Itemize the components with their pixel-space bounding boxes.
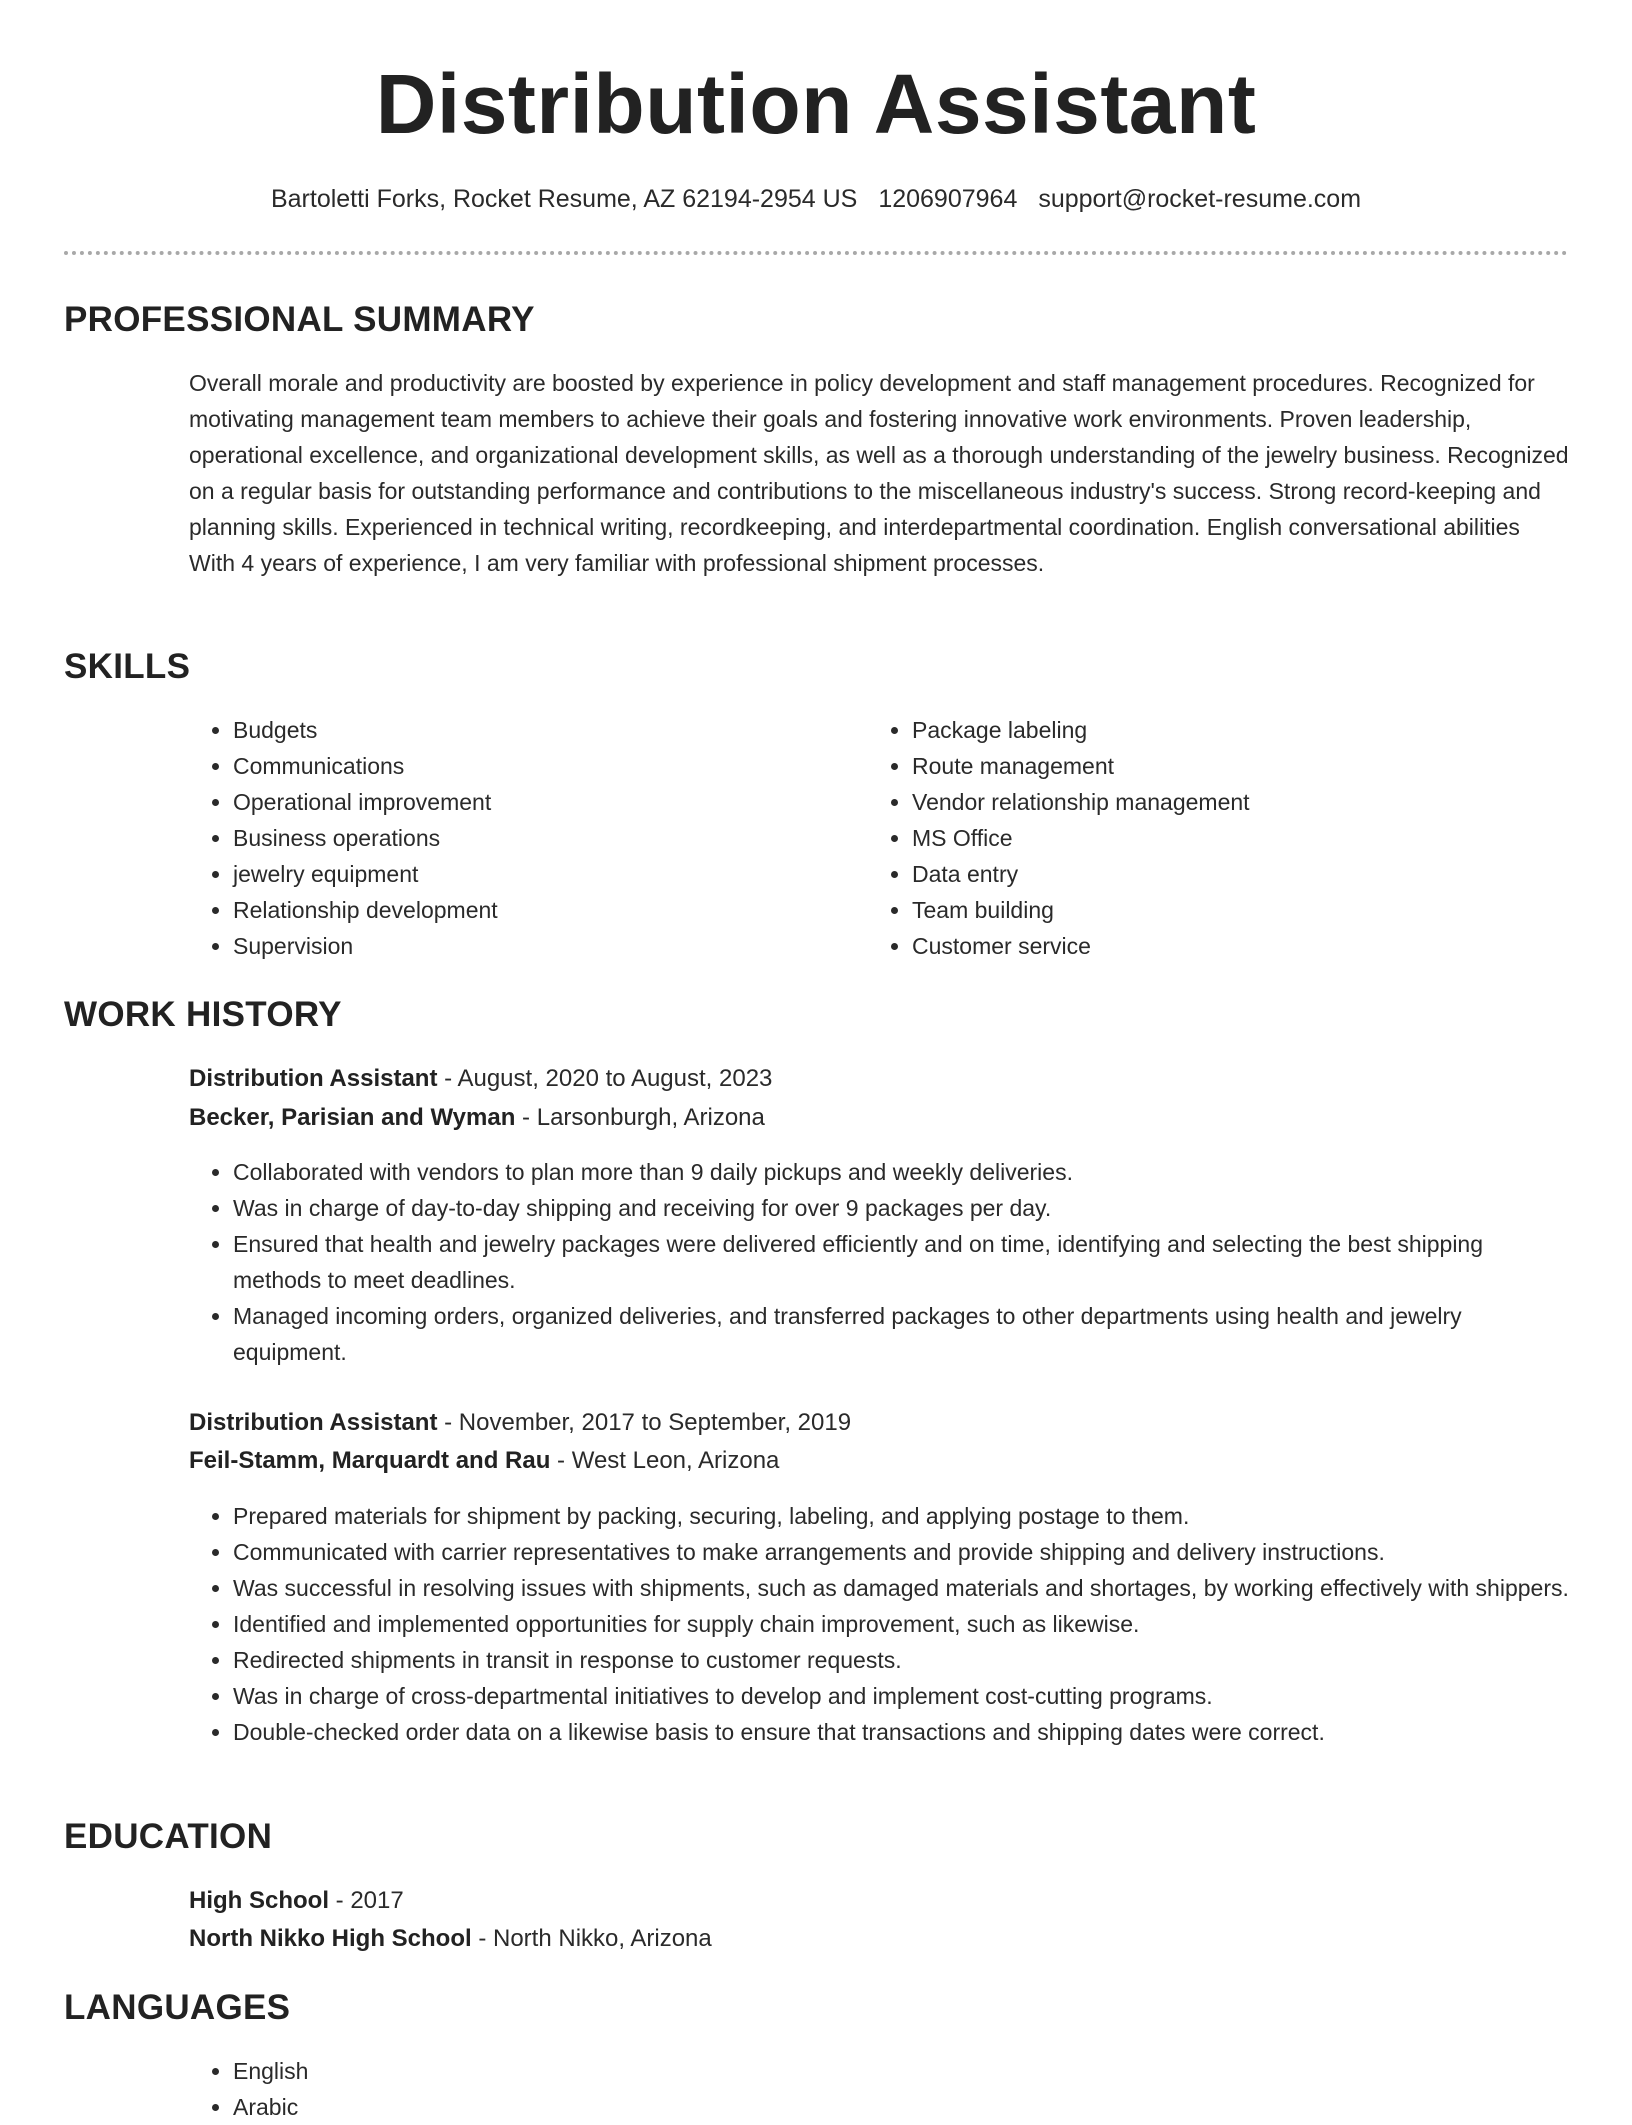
skill-item: • Communications	[233, 748, 829, 784]
section-title-languages: LANGUAGES	[64, 1988, 291, 2027]
job-bullet: • Ensured that health and jewelry packages were delivered efficiently and on time, identifying and selecting the best shipping methods to meet deadlines.	[233, 1226, 1569, 1298]
section-title-skills: SKILLS	[64, 647, 191, 686]
job-bullet: • Prepared materials for shipment by packing, securing, labeling, and applying postage to them.	[233, 1498, 1569, 1534]
section-title-summary: PROFESSIONAL SUMMARY	[64, 300, 535, 339]
job-company-line	[189, 1099, 765, 1137]
skill-item: • Route management	[912, 748, 1568, 784]
skill-item: • Business operations	[233, 820, 829, 856]
job-company: Becker, Parisian and Wyman	[189, 1104, 516, 1131]
summary-text: Overall morale and productivity are boosted by experience in policy development and staff management procedures. Recognized for motivating management team members to achieve their goals and fostering innovative work environments. Proven leadership, operational excellence, and organizational development skills, as well as a thorough understanding of the jewelry business. Recognized on a regular basis for outstanding performance and contributions to the miscellaneous industry's success. Strong record-keeping and planning skills. Experienced in technical writing, recordkeeping, and interdepartmental coordination. English conversational abilities With 4 years of experience, I am very familiar with professional shipment processes.	[189, 370, 1569, 576]
job-company-line	[189, 1442, 779, 1480]
job-bullet: • Managed incoming orders, organized deliveries, and transferred packages to other departments using health and jewelry equipment.	[233, 1298, 1569, 1370]
job-bullet: • Was in charge of cross-departmental initiatives to develop and implement cost-cutting programs.	[233, 1678, 1569, 1714]
job-role: Distribution Assistant	[189, 1065, 438, 1092]
skill-item: • Operational improvement	[233, 784, 829, 820]
education-year: - 2017	[329, 1887, 404, 1914]
header-divider	[64, 251, 1568, 255]
job-bullet: • Collaborated with vendors to plan more than 9 daily pickups and weekly deliveries.	[233, 1154, 1569, 1190]
job-bullet: • Was successful in resolving issues with shipments, such as damaged materials and shortages, by working effectively with shippers.	[233, 1570, 1569, 1606]
job-bullet: • Redirected shipments in transit in response to customer requests.	[233, 1642, 1569, 1678]
job-role: Distribution Assistant	[189, 1409, 438, 1436]
job-dates: - November, 2017 to September, 2019	[437, 1409, 852, 1436]
job-company: Feil-Stamm, Marquardt and Rau	[189, 1447, 551, 1474]
skill-item: • Supervision	[233, 928, 829, 964]
skill-item: • MS Office	[912, 820, 1568, 856]
job-bullet: • Communicated with carrier representatives to make arrangements and provide shipping and delivery instructions.	[233, 1534, 1569, 1570]
job-bullets	[189, 1154, 1569, 1370]
contact-email[interactable]: support@rocket-resume.com	[1038, 185, 1362, 213]
skill-item: • Customer service	[912, 928, 1568, 964]
language-item: • English	[233, 2053, 1569, 2089]
section-title-work-history: WORK HISTORY	[64, 995, 342, 1034]
skill-item: • Team building	[912, 892, 1568, 928]
contact-address: Bartoletti Forks, Rocket Resume, AZ 62194-2954 US	[270, 185, 858, 213]
education-location: - North Nikko, Arizona	[471, 1925, 712, 1952]
job-bullets	[189, 1498, 1569, 1750]
education-school: North Nikko High School	[189, 1925, 472, 1952]
skill-item: • Relationship development	[233, 892, 829, 928]
job-bullet: • Identified and implemented opportunities for supply chain improvement, such as likewise.	[233, 1606, 1569, 1642]
contact-phone: 1206907964	[878, 185, 1018, 213]
job-bullet: • Double-checked order data on a likewise basis to ensure that transactions and shipping dates were correct.	[233, 1714, 1569, 1750]
job-title-line	[189, 1404, 851, 1442]
skill-item: • jewelry equipment	[233, 856, 829, 892]
section-title-education: EDUCATION	[64, 1817, 273, 1856]
job-location: - Larsonburgh, Arizona	[515, 1104, 765, 1131]
education-school-line	[189, 1920, 712, 1958]
job-bullet: • Was in charge of day-to-day shipping and receiving for over 9 packages per day.	[233, 1190, 1569, 1226]
languages-list	[189, 2053, 1569, 2125]
skill-item: • Package labeling	[912, 712, 1568, 748]
skill-item: • Data entry	[912, 856, 1568, 892]
job-dates: - August, 2020 to August, 2023	[437, 1065, 773, 1092]
job-location: - West Leon, Arizona	[550, 1447, 780, 1474]
resume-name: Distribution Assistant	[375, 57, 1257, 151]
skills-list-left	[189, 712, 829, 964]
skills-list-right	[868, 712, 1568, 964]
contact-info	[0, 182, 1632, 216]
education-degree: High School	[189, 1887, 329, 1914]
language-item: • Arabic	[233, 2089, 1569, 2125]
education-degree-line	[189, 1882, 404, 1920]
skill-item: • Budgets	[233, 712, 829, 748]
skill-item: • Vendor relationship management	[912, 784, 1568, 820]
job-title-line	[189, 1060, 772, 1098]
